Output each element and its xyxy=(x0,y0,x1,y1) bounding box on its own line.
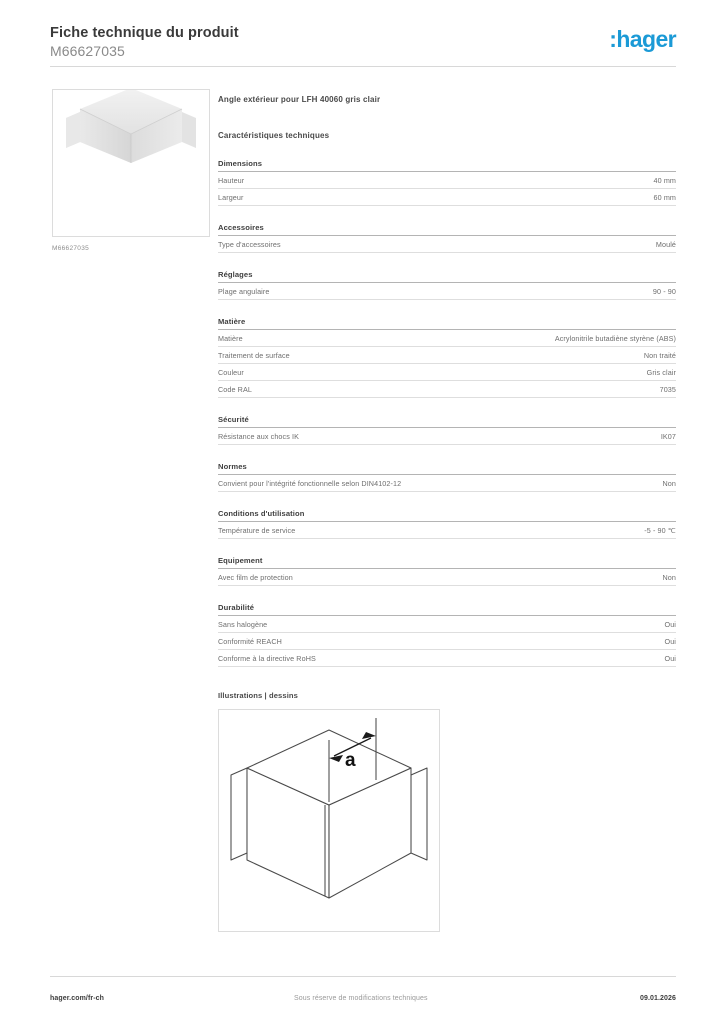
technical-drawing-external-corner xyxy=(219,710,439,931)
spec-row xyxy=(218,633,676,650)
spec-group xyxy=(218,317,676,398)
spec-label: Conforme à la directive RoHS xyxy=(218,653,316,663)
spec-content xyxy=(218,95,676,932)
spec-value: IK07 xyxy=(660,431,676,441)
spec-value: Moulé xyxy=(655,239,676,249)
spec-group-title: Durabilité xyxy=(218,603,676,616)
product-photo-external-corner xyxy=(53,90,209,236)
footer-divider xyxy=(50,976,676,977)
product-figure xyxy=(52,89,210,252)
page-header xyxy=(50,24,676,61)
spec-label: Convient pour l'intégrité fonctionnelle selon DIN4102-12 xyxy=(218,478,402,488)
spec-group-title: Equipement xyxy=(218,556,676,569)
spec-row xyxy=(218,347,676,364)
spec-row xyxy=(218,283,676,300)
product-image-box xyxy=(52,89,210,237)
spec-value: Oui xyxy=(664,619,676,629)
spec-value: Non xyxy=(662,572,676,582)
spec-label: Hauteur xyxy=(218,175,245,185)
product-name: Angle extérieur pour LFH 40060 gris clair xyxy=(218,95,381,104)
spec-row xyxy=(218,381,676,398)
spec-row xyxy=(218,616,676,633)
spec-group-title: Matière xyxy=(218,317,676,330)
spec-row xyxy=(218,172,676,189)
footer-date: 09.01.2026 xyxy=(639,995,676,1002)
spec-row xyxy=(218,330,676,347)
spec-group xyxy=(218,603,676,667)
spec-value: -5 - 90 ℃ xyxy=(644,525,676,535)
spec-label: Type d'accessoires xyxy=(218,239,281,249)
spec-group-title: Sécurité xyxy=(218,415,676,428)
spec-label: Conformité REACH xyxy=(218,636,282,646)
hager-logo: :hager xyxy=(609,26,676,52)
illustrations-heading: Illustrations | dessins xyxy=(218,691,298,700)
spec-group xyxy=(218,556,676,586)
spec-row xyxy=(218,522,676,539)
spec-label: Sans halogène xyxy=(218,619,268,629)
spec-value: 40 mm xyxy=(653,175,676,185)
spec-group xyxy=(218,462,676,492)
spec-value: Oui xyxy=(664,653,676,663)
spec-group xyxy=(218,415,676,445)
page-title: Fiche technique du produit xyxy=(50,25,239,41)
spec-row xyxy=(218,189,676,206)
spec-row xyxy=(218,569,676,586)
dimension-label-a: a xyxy=(345,750,356,771)
spec-value: Non traité xyxy=(643,350,676,360)
spec-group-title: Réglages xyxy=(218,270,676,283)
spec-label: Largeur xyxy=(218,192,244,202)
spec-label: Résistance aux chocs IK xyxy=(218,431,300,441)
spec-row xyxy=(218,428,676,445)
spec-group xyxy=(218,159,676,206)
spec-value: 90 - 90 xyxy=(652,286,676,296)
title-block xyxy=(50,24,239,61)
spec-value: Non xyxy=(662,478,676,488)
spec-label: Température de service xyxy=(218,525,296,535)
spec-group-title: Accessoires xyxy=(218,223,676,236)
spec-label: Plage angulaire xyxy=(218,286,270,296)
spec-row xyxy=(218,236,676,253)
spec-label: Avec film de protection xyxy=(218,572,293,582)
spec-group-title: Dimensions xyxy=(218,159,676,172)
spec-label: Code RAL xyxy=(218,384,252,394)
spec-value: Acrylonitrile butadiène styrène (ABS) xyxy=(554,333,676,343)
spec-value: Oui xyxy=(664,636,676,646)
header-divider xyxy=(50,66,676,67)
spec-row xyxy=(218,364,676,381)
technical-drawing-box xyxy=(218,709,440,932)
spec-row xyxy=(218,650,676,667)
spec-value: 7035 xyxy=(659,384,676,394)
product-image-caption: M66627035 xyxy=(52,245,90,252)
spec-groups xyxy=(218,159,676,667)
spec-group-title: Conditions d'utilisation xyxy=(218,509,676,522)
spec-group xyxy=(218,270,676,300)
specs-heading: Caractéristiques techniques xyxy=(218,131,330,140)
product-reference: M66627035 xyxy=(50,43,125,60)
spec-label: Traitement de surface xyxy=(218,350,290,360)
footer-disclaimer: Sous réserve de modifications techniques xyxy=(294,995,428,1002)
spec-row xyxy=(218,475,676,492)
spec-value: Gris clair xyxy=(646,367,676,377)
spec-label: Couleur xyxy=(218,367,244,377)
spec-group xyxy=(218,223,676,253)
spec-value: 60 mm xyxy=(653,192,676,202)
footer-website-link[interactable]: hager.com/fr-ch xyxy=(50,995,105,1002)
spec-group-title: Normes xyxy=(218,462,676,475)
spec-label: Matière xyxy=(218,333,243,343)
spec-group xyxy=(218,509,676,539)
page-footer xyxy=(50,995,676,1002)
